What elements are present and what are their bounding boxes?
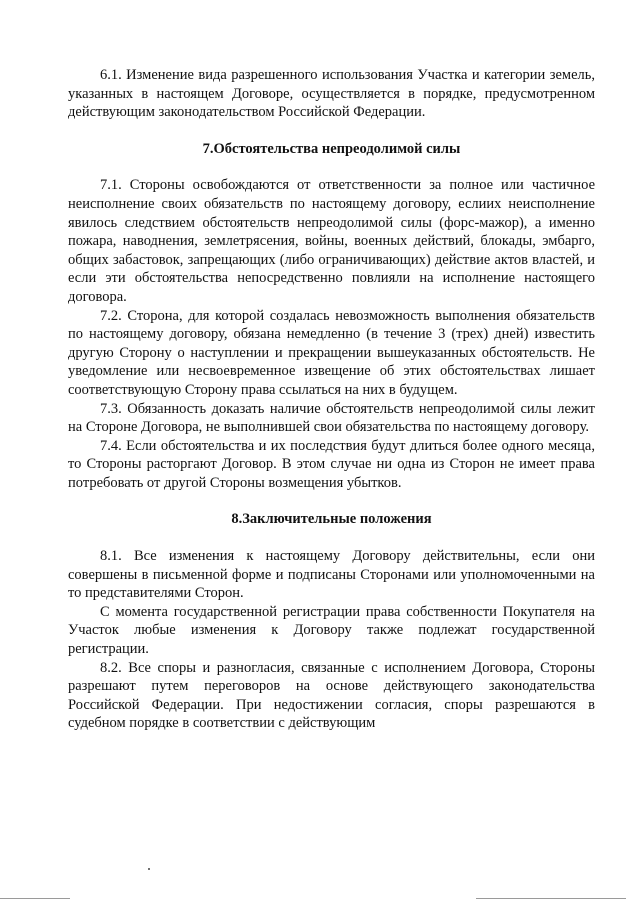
paragraph-6-1: 6.1. Изменение вида разрешенного использования Участка и категории земель, указанных в настоящем Договоре, осуществляется в порядке, предусмотренном действующим законодательством Российской Федерации. [68,67,595,121]
paragraph-7-1: 7.1. Стороны освобождаются от ответственности за полное или частичное неисполнение своих обязательств по настоящему договору, еслиих неисполнение явилось следствием обстоятельств непреодолимой силы (форс-мажор), а именно пожара, наводнения, землетрясения, войны, военных действий, блокады, эмбарго, общих забастовок, запрещающих (либо ограничивающих) действие актов властей, и если эти обстоятельства непосредственно повлияли на исполнение настоящего договора. [68,177,595,305]
paragraph-8-1: 8.1. Все изменения к настоящему Договору действительны, если они совершены в письменной форме и подписаны Сторонами или уполномоченными на то представителями Сторон. [68,548,595,602]
paragraph-7-4: 7.4. Если обстоятельства и их последствия будут длиться более одного месяца, то Стороны расторгают Договор. В этом случае ни одна из Сторон не имеет права потребовать от другой Стороны возмещения убытков. [68,437,595,491]
paragraph-7-3: 7.3. Обязанность доказать наличие обстоятельств непреодолимой силы лежит на Стороне Договора, не выполнившей свои обязательства по настоящему договору. [68,400,595,436]
scan-edge-mark [0,898,70,899]
paragraph-8-2: 8.2. Все споры и разногласия, связанные с исполнением Договора, Стороны разрешают путем переговоров на основе действующего законодательства Российской Федерации. При недостижении согласия, споры разрешаются в судебном порядке в соответствии с действующим [68,659,595,732]
section-heading-7: 7.Обстоятельства непреодолимой силы [202,140,461,157]
section-heading-8: 8.Заключительные положения [231,511,432,528]
scan-edge-mark [476,898,626,899]
document-body [68,66,595,733]
scan-speck [148,868,150,870]
paragraph-7-2: 7.2. Сторона, для которой создалась невозможность выполнения обязательств по настоящему договору, обязана немедленно (в течение 3 (трех) дней) известить другую Сторону о наступлении и прекращении вышеуказанных обстоятельств. Не уведомление или несвоевременное извещение об этих обстоятельствах лишает соответствующую Сторону права ссылаться на них в будущем. [68,307,595,398]
paragraph-8-1-registration: С момента государственной регистрации права собственности Покупателя на Участок любые изменения к Договору также подлежат государственной регистрации. [68,603,595,658]
